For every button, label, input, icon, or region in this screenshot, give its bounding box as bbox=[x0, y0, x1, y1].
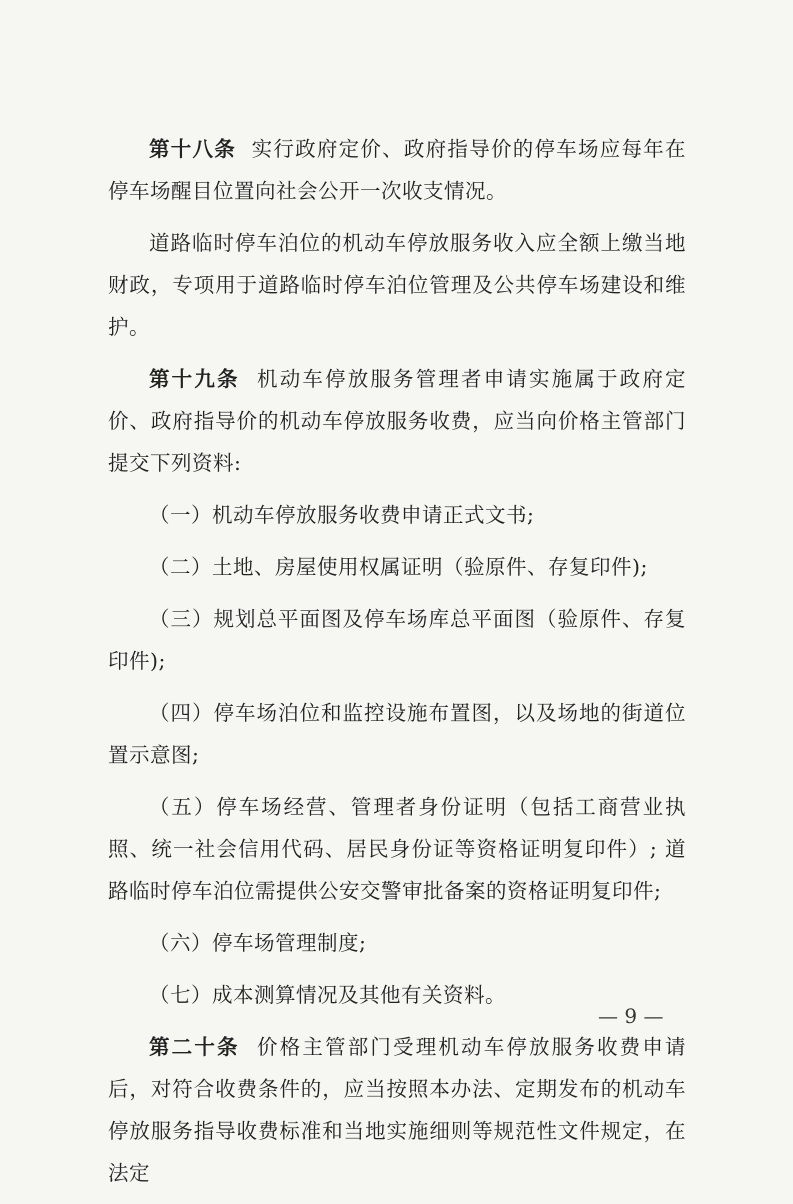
paragraph-8 bbox=[108, 922, 686, 964]
document-body bbox=[108, 128, 686, 1204]
paragraph-0 bbox=[108, 128, 686, 212]
paragraph-text: （七）成本测算情况及其他有关资料。 bbox=[149, 983, 506, 1007]
article-heading-19: 第十九条 bbox=[149, 367, 240, 391]
paragraph-text: （一）机动车停放服务收费申请正式文书; bbox=[149, 503, 535, 527]
paragraph-text: （四）停车场泊位和监控设施布置图，以及场地的街道位置示意图; bbox=[108, 701, 686, 767]
paragraph-text: （五）停车场经营、管理者身份证明（包括工商营业执照、统一社会信用代码、居民身份证等资格证明复印件）; 道路临时停车泊位需提供公安交警审批备案的资格证明复印件; bbox=[108, 795, 686, 903]
paragraph-3 bbox=[108, 494, 686, 536]
paragraph-1 bbox=[108, 222, 686, 348]
paragraph-text: （二）土地、房屋使用权属证明（验原件、存复印件); bbox=[149, 555, 648, 579]
paragraph-5 bbox=[108, 598, 686, 682]
paragraph-text: （三）规划总平面图及停车场库总平面图（验原件、存复印件); bbox=[108, 607, 686, 673]
paragraph-2 bbox=[108, 358, 686, 484]
page-number: — 9 — bbox=[598, 1004, 664, 1028]
article-heading-20: 第二十条 bbox=[149, 1035, 240, 1059]
paragraph-10 bbox=[108, 1026, 686, 1194]
article-heading-18: 第十八条 bbox=[149, 137, 237, 161]
paragraph-text: （六）停车场管理制度; bbox=[149, 931, 367, 955]
paragraph-text: 道路临时停车泊位的机动车停放服务收入应全额上缴当地财政，专项用于道路临时停车泊位管理及公共停车场建设和维护。 bbox=[108, 231, 686, 339]
paragraph-text: 价格主管部门受理机动车停放服务收费申请后，对符合收费条件的，应当按照本办法、定期发布的机动车停放服务指导收费标准和当地实施细则等规范性文件规定，在法定 bbox=[108, 1035, 687, 1185]
paragraph-4 bbox=[108, 546, 686, 588]
paragraph-text: 机动车停放服务管理者申请实施属于政府定价、政府指导价的机动车停放服务收费，应当向价格主管部门提交下列资料: bbox=[108, 367, 687, 475]
paragraph-text: 实行政府定价、政府指导价的停车场应每年在停车场醒目位置向社会公开一次收支情况。 bbox=[108, 137, 687, 203]
paragraph-6 bbox=[108, 692, 686, 776]
paragraph-7 bbox=[108, 786, 686, 912]
